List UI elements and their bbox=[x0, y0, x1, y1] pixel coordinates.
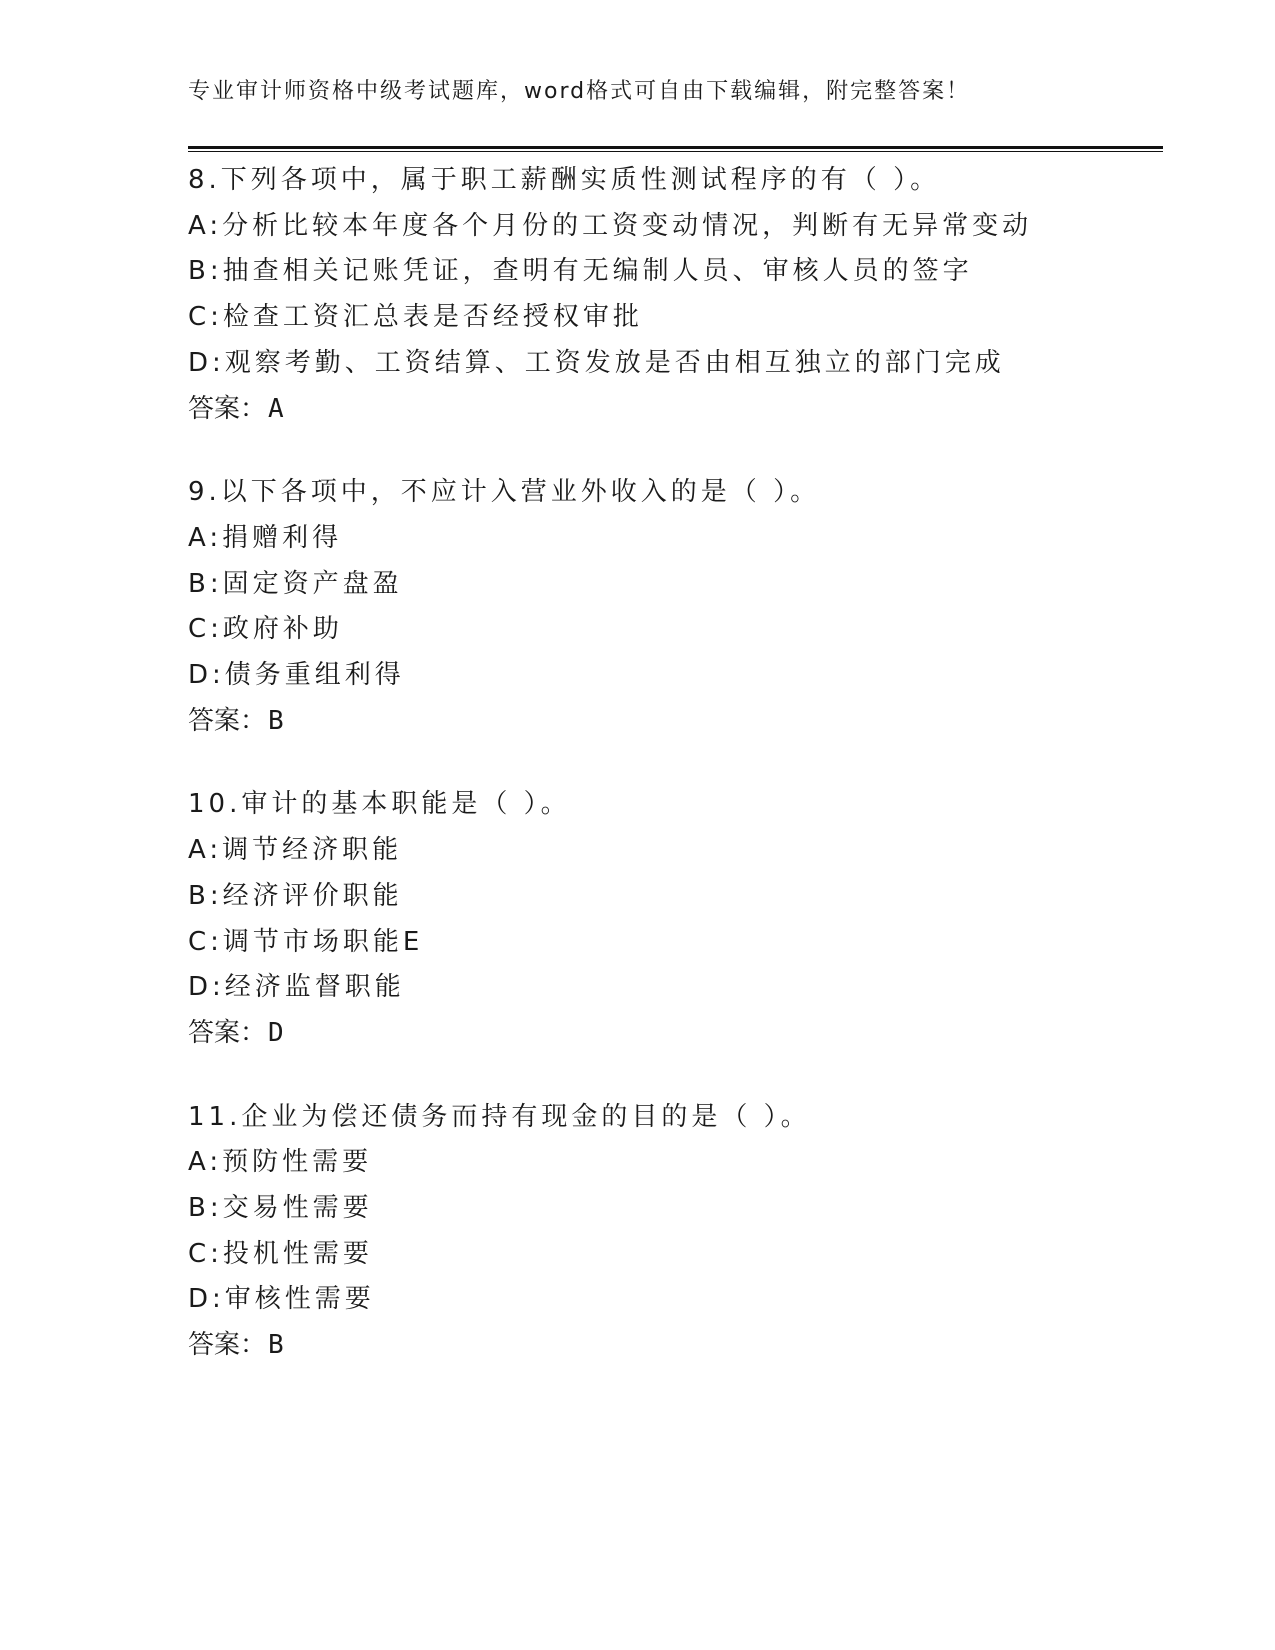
option-c: C:调节市场职能E bbox=[188, 926, 424, 957]
option-a: A:捐赠利得 bbox=[188, 522, 343, 553]
option-b: B:经济评价职能 bbox=[188, 880, 403, 911]
answer-label: 答案： bbox=[188, 1330, 267, 1361]
option-a: A:预防性需要 bbox=[188, 1147, 373, 1178]
answer-label: 答案： bbox=[188, 705, 267, 736]
answer-value: B bbox=[268, 705, 284, 736]
option-b: B:固定资产盘盈 bbox=[188, 568, 403, 599]
question-list bbox=[188, 158, 1163, 1407]
question-8 bbox=[188, 158, 1163, 432]
answer-label: 答案： bbox=[188, 1017, 267, 1048]
answer-line bbox=[188, 1011, 1163, 1057]
answer-line bbox=[188, 699, 1163, 745]
answer-line bbox=[188, 1323, 1163, 1369]
answer-value: D bbox=[268, 1017, 284, 1048]
header-divider-thick bbox=[188, 146, 1163, 149]
question-stem: 8.下列各项中，属于职工薪酬实质性测试程序的有（ ）。 bbox=[188, 165, 941, 195]
option-b: B:交易性需要 bbox=[188, 1193, 373, 1224]
option-a: A:分析比较本年度各个月份的工资变动情况，判断有无异常变动 bbox=[188, 210, 1033, 241]
option-c: C:投机性需要 bbox=[188, 1238, 373, 1269]
answer-line bbox=[188, 387, 1163, 433]
option-d: D:债务重组利得 bbox=[188, 660, 405, 691]
option-c: C:检查工资汇总表是否经授权审批 bbox=[188, 302, 643, 333]
option-c: C:政府补助 bbox=[188, 614, 343, 645]
question-stem: 11.企业为偿还债务而持有现金的目的是（ ）。 bbox=[188, 1101, 811, 1132]
option-d: D:观察考勤、工资结算、工资发放是否由相互独立的部门完成 bbox=[188, 347, 1005, 378]
question-9 bbox=[188, 470, 1163, 744]
answer-value: A bbox=[268, 393, 284, 424]
question-stem: 10.审计的基本职能是（ ）。 bbox=[188, 789, 571, 820]
option-a: A:调节经济职能 bbox=[188, 835, 403, 866]
answer-label: 答案： bbox=[188, 393, 267, 424]
option-b: B:抽查相关记账凭证，查明有无编制人员、审核人员的签字 bbox=[188, 256, 973, 287]
header-divider-thin bbox=[188, 151, 1163, 152]
question-11 bbox=[188, 1095, 1163, 1369]
header-note: 专业审计师资格中级考试题库，word格式可自由下载编辑，附完整答案！ bbox=[188, 79, 971, 104]
question-stem: 9.以下各项中，不应计入营业外收入的是（ ）。 bbox=[188, 477, 821, 508]
option-d: D:经济监督职能 bbox=[188, 972, 405, 1003]
question-10 bbox=[188, 782, 1163, 1056]
option-d: D:审核性需要 bbox=[188, 1284, 375, 1315]
answer-value: B bbox=[268, 1330, 284, 1361]
